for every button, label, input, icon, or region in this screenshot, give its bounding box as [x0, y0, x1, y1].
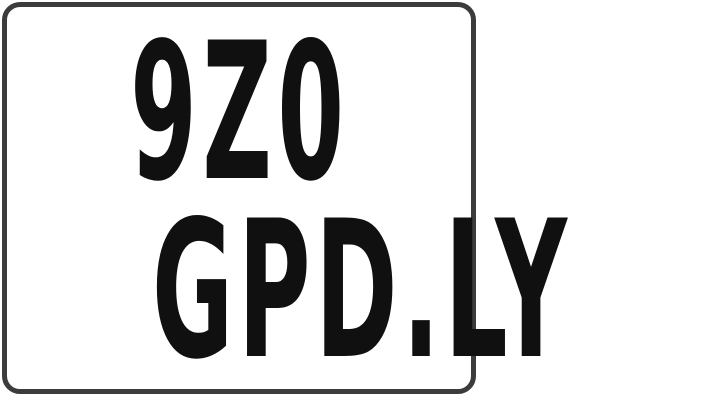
plate-line-2 [0, 180, 572, 401]
plate-line-1-text: 9Z0 [130, 2, 350, 223]
plate-line-2-text: GPD.LY [151, 180, 572, 401]
